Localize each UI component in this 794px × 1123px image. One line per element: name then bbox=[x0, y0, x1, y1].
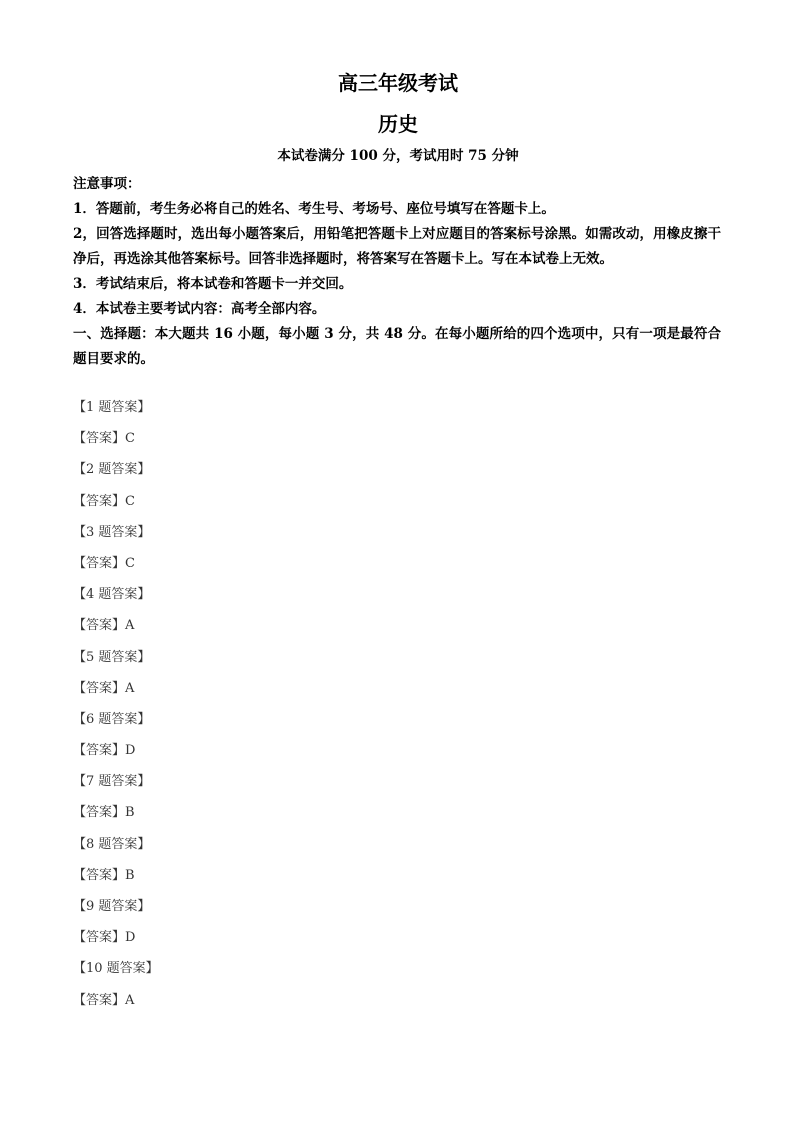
answer-header: 【7 题答案】 bbox=[73, 774, 151, 790]
note-item: 1．答题前，考生务必将自己的姓名、考生号、考场号、座位号填写在答题卡上。 bbox=[73, 201, 555, 217]
note-item: 3．考试结束后，将本试卷和答题卡一并交回。 bbox=[73, 276, 353, 292]
subject-title: 历史 bbox=[378, 112, 418, 136]
answer-list bbox=[73, 396, 721, 1020]
answer-value: 【答案】A bbox=[73, 618, 135, 634]
answer-header: 【2 题答案】 bbox=[73, 462, 151, 478]
answer-value: 【答案】C bbox=[73, 555, 135, 571]
answer-value: 【答案】D bbox=[73, 930, 136, 946]
answer-header: 【10 题答案】 bbox=[73, 961, 159, 977]
answer-value: 【答案】A bbox=[73, 680, 135, 696]
notes-heading: 注意事项： bbox=[73, 176, 141, 192]
answer-header: 【3 题答案】 bbox=[73, 524, 151, 540]
answer-value: 【答案】B bbox=[73, 867, 135, 883]
answer-header: 【6 题答案】 bbox=[73, 711, 151, 727]
answer-value: 【答案】C bbox=[73, 431, 135, 447]
answer-value: 【答案】D bbox=[73, 743, 136, 759]
answer-value: 【答案】B bbox=[73, 805, 135, 821]
section-heading: 一、选择题：本大题共 16 小题，每小题 3 分，共 48 分。在每小题所给的四个选项中，只有一项是最符合题目要求的。 bbox=[73, 326, 721, 367]
exam-title: 高三年级考试 bbox=[338, 71, 458, 95]
answer-header: 【5 题答案】 bbox=[73, 649, 151, 665]
answer-header: 【4 题答案】 bbox=[73, 587, 151, 603]
answer-header: 【8 题答案】 bbox=[73, 836, 151, 852]
answer-header: 【9 题答案】 bbox=[73, 899, 151, 914]
exam-info: 本试卷满分 100 分，考试用时 75 分钟 bbox=[277, 148, 519, 164]
answer-value: 【答案】C bbox=[73, 493, 135, 509]
answer-header: 【1 题答案】 bbox=[73, 400, 151, 415]
answer-value: 【答案】A bbox=[73, 992, 135, 1008]
note-item: 4．本试卷主要考试内容：高考全部内容。 bbox=[73, 301, 326, 317]
notes-section bbox=[73, 172, 721, 372]
note-item: 2，回答选择题时，选出每小题答案后，用铅笔把答题卡上对应题目的答案标号涂黑。如需改动，用橡皮擦干净后，再选涂其他答案标号。回答非选择题时，将答案写在答题卡上。写在本试卷上无效。 bbox=[73, 226, 721, 267]
